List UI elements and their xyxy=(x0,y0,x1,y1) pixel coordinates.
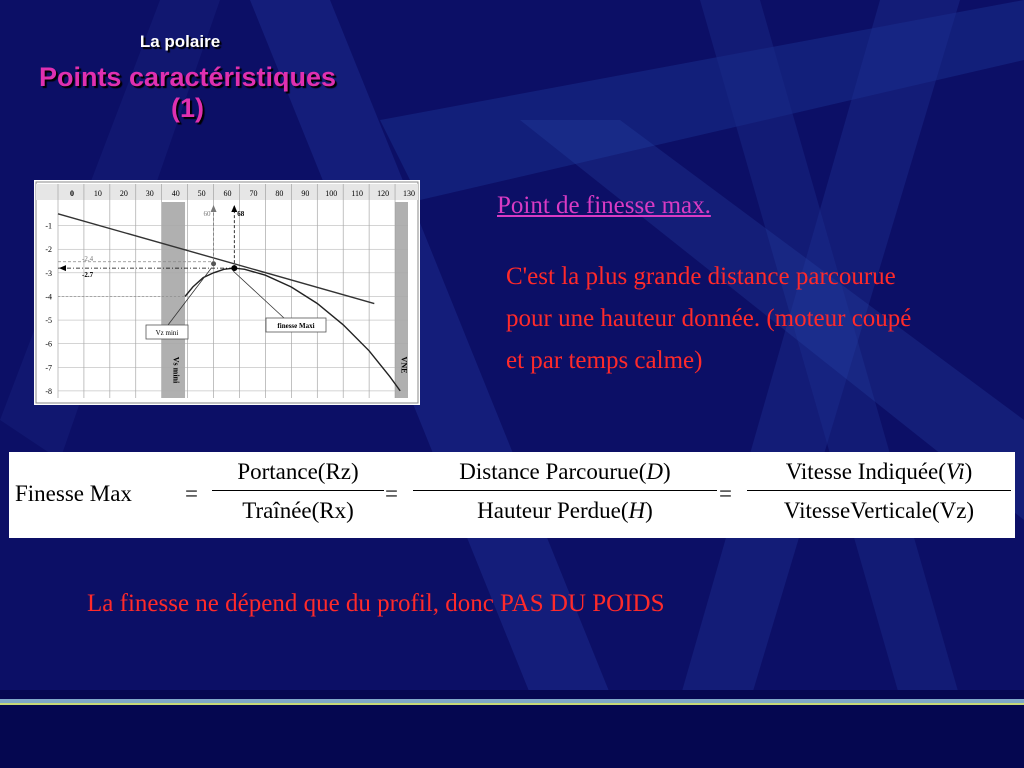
polar-chart xyxy=(34,180,420,405)
fraction-denominator: Hauteur Perdue(H) xyxy=(477,498,653,523)
chart-frame xyxy=(36,182,418,403)
y-tick-label: -2 xyxy=(45,245,52,255)
x-tick-label: 120 xyxy=(377,189,390,198)
x-marker-label: 60 xyxy=(203,210,211,218)
point-finesse-max xyxy=(231,265,237,271)
y-tick-label: -6 xyxy=(45,339,52,349)
formula-equals-1: = xyxy=(185,481,198,506)
fraction-distance-hauteur xyxy=(413,456,717,527)
annotation-label: finesse Maxi xyxy=(277,322,315,330)
polar-chart-svg xyxy=(34,180,420,405)
formula-equals-2: = xyxy=(385,481,398,506)
fraction-numerator: Portance(Rz) xyxy=(237,459,359,484)
x-tick-label: 20 xyxy=(119,189,128,198)
x-tick-label: 40 xyxy=(171,189,180,198)
fraction-bar xyxy=(747,490,1011,491)
description-text: C'est la plus grande distance parcourue pour une hauteur donnée. (moteur coupé et par temps calme) xyxy=(506,263,912,374)
y-tick-label: -5 xyxy=(45,316,52,326)
fraction-denominator: Traînée(Rx) xyxy=(242,498,354,523)
slide-supertitle: La polaire xyxy=(139,32,221,51)
band-label: VNE xyxy=(399,356,409,374)
fraction-vitesse xyxy=(747,456,1011,527)
formula-equals-3: = xyxy=(719,481,732,506)
fraction-numerator: Distance Parcourue(D) xyxy=(459,459,671,484)
slide-title: Points caractéristiques (1) xyxy=(38,62,337,123)
y-marker-label: -2.4 xyxy=(82,254,94,263)
fraction-bar xyxy=(212,490,384,491)
fraction-bar xyxy=(413,490,717,491)
x-tick-label: 130 xyxy=(403,189,416,198)
footer-note: La finesse ne dépend que du profil, donc PAS DU POIDS xyxy=(87,590,665,617)
finesse-formula xyxy=(9,452,1015,538)
x-tick-label: 60 xyxy=(223,189,232,198)
x-marker-label: 68 xyxy=(237,210,245,218)
x-tick-label: 0 xyxy=(70,189,74,198)
y-tick-label: -7 xyxy=(45,363,52,373)
y-tick-label: -1 xyxy=(45,221,52,231)
x-tick-label: 100 xyxy=(325,189,338,198)
x-tick-label: 10 xyxy=(93,189,102,198)
x-tick-label: 50 xyxy=(197,189,206,198)
x-tick-label: 80 xyxy=(275,189,284,198)
x-tick-label: 30 xyxy=(145,189,154,198)
x-tick-label: 90 xyxy=(301,189,310,198)
formula-lhs: Finesse Max xyxy=(15,481,132,506)
y-tick-label: -8 xyxy=(45,386,52,396)
band-label: Vs mini xyxy=(171,356,181,384)
x-tick-label: 70 xyxy=(249,189,258,198)
fraction-portance-trainee xyxy=(212,456,384,527)
fraction-numerator: Vitesse Indiquée(Vi) xyxy=(785,459,973,484)
y-tick-label: -3 xyxy=(45,268,52,278)
y-marker-label: -2.7 xyxy=(82,271,94,280)
fraction-denominator: VitesseVerticale(Vz) xyxy=(783,498,975,523)
point-vz-min xyxy=(211,261,216,266)
annotation-label: Vz mini xyxy=(155,329,179,337)
y-tick-label: -4 xyxy=(45,292,52,302)
x-tick-label: 110 xyxy=(351,189,364,198)
section-heading: Point de finesse max. xyxy=(497,192,711,219)
